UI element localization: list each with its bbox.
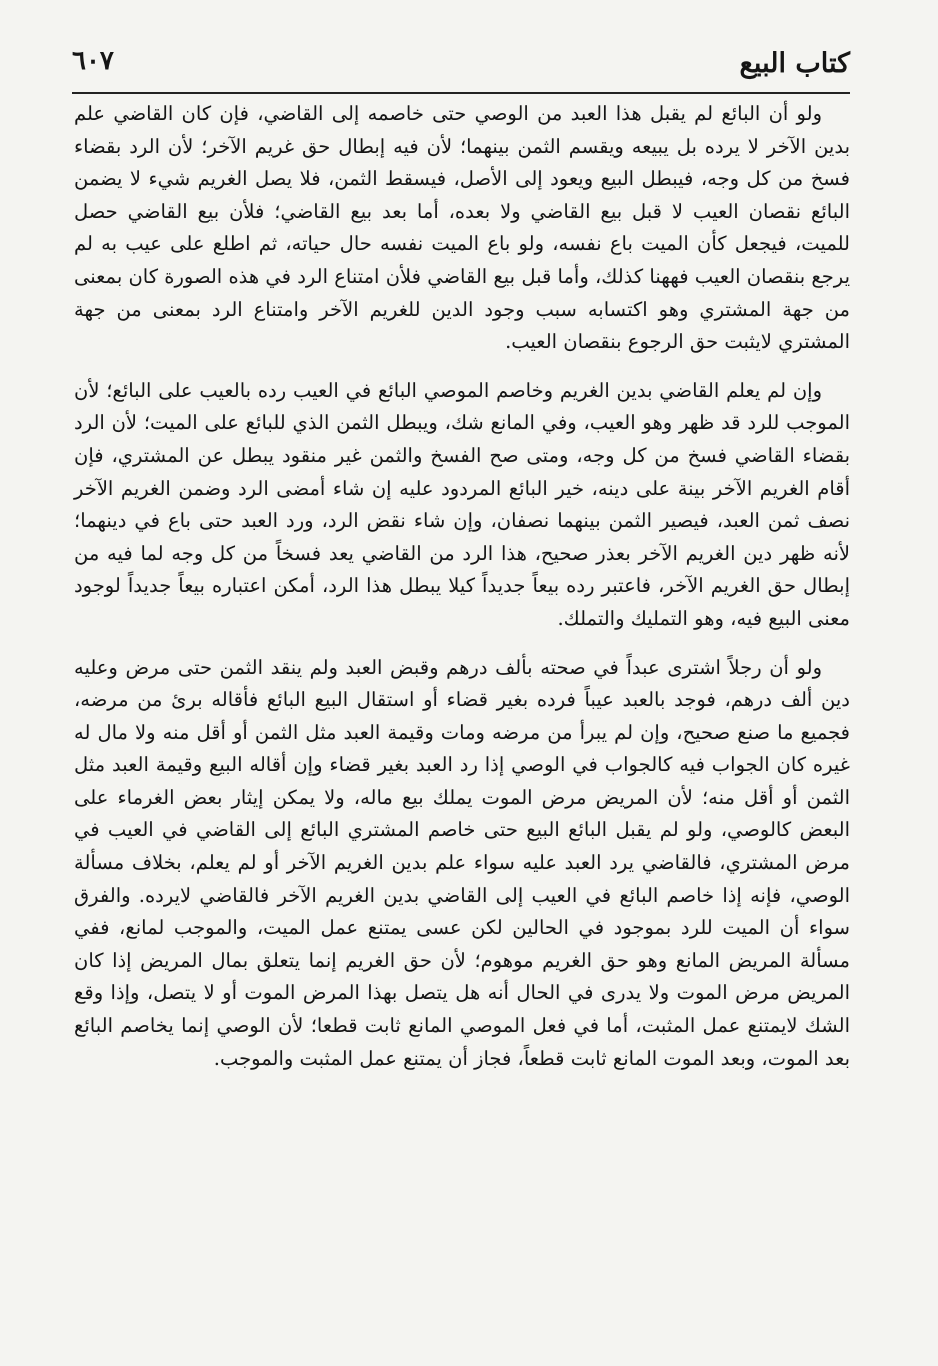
paragraph-2: وإن لم يعلم القاضي بدين الغريم وخاصم الموصي البائع في العيب رده بالعيب على البائع؛ لأن الموجب للرد قد ظهر وهو العيب، وفي المانع شك، ويبطل الثمن الذي للبائع على الميت؛ لأن الرد بقضاء القاضي فسخ من كل وجه، ومتى صح الفسخ والثمن غير منقود يبطل عن المشتري، فإن أقام الغريم الآخر بينة على دينه، خير البائع المردود عليه إن شاء أمضى الرد وضمن الغريم الآخر نصف ثمن العبد، فيصير الثمن بينهما نصفان، وإن شاء نقض الرد، ورد العبد حتى باع في دينهما؛ لأنه ظهر دين الغريم الآخر بعذر صحيح، هذا الرد من القاضي يعد فسخاً من كل وجه لما فيه من إبطال حق الغريم الآخر، فاعتبر رده بيعاً جديداً كيلا يبطل هذا الرد، أمكن اعتباره بيعاً جديداً لوجود معنى البيع فيه، وهو التمليك والتملك.	[74, 378, 850, 630]
page-number: ٦٠٧	[72, 46, 114, 76]
page-header	[72, 40, 850, 94]
chapter-title: كتاب البيع	[739, 48, 850, 79]
paragraph-1: ولو أن البائع لم يقبل هذا العبد من الوصي حتى خاصمه إلى القاضي، فإن كان القاضي علم بدين الآخر لا يرده بل يبيعه ويقسم الثمن بينهما؛ لأن فيه إبطال حق غريم الآخر؛ لأن الرد بقضاء فسخ من كل وجه، فيبطل البيع ويعود إلى الأصل، فيسقط الثمن، فلا يصل الغريم شيء لا يضمن البائع نقصان العيب لا قبل بيع القاضي ولا بعده، أما بعد بيع القاضي؛ فلأن بيع القاضي حصل للميت، فيجعل كأن الميت باع نفسه، ولو باع الميت نفسه حال حياته، ثم اطلع على عيب به لم يرجع بنقصان العيب فههنا كذلك، وأما قبل بيع القاضي فلأن امتناع الرد في هذه الصورة كان بمعنى من جهة المشتري وهو اكتسابه سبب وجود الدين للغريم الآخر وامتناع الرد بمعنى من جهة المشتري لايثبت حق الرجوع بنقصان العيب.	[74, 102, 850, 354]
body-text	[74, 98, 850, 1091]
paragraph-3: ولو أن رجلاً اشترى عبداً في صحته بألف درهم وقبض العبد ولم ينقد الثمن حتى مرض وعليه دين ألف درهم، فوجد بالعبد عيباً فرده بغير قضاء أو استقال البيع البائع فأقاله برئ من مرضه، فجميع ما صنع صحيح، وإن لم يبرأ من مرضه ومات وقيمة العبد مثل الثمن أو أقل منه ولا مال له غيره كان الجواب فيه كالجواب في الوصي إذا رد العبد بغير قضاء وإن أقاله البيع وقيمة العبد مثل الثمن أو أقل منه؛ لأن المريض مرض الموت يملك بيع ماله، ولا يمكن إيثار بعض الغرماء على البعض كالوصي، ولو لم يقبل البائع البيع حتى خاصم المشتري البائع إلى القاضي في العيب في مرض المشتري، فالقاضي يرد العبد عليه سواء علم بدين الغريم الآخر أو لم يعلم، بخلاف مسألة الوصي، فإنه إذا خاصم البائع في العيب إلى القاضي بدين الغريم الآخر فالقاضي لايرده. والفرق سواء أن الميت للرد بموجود في الحالين لكن عسى يمتنع عمل الميت، والموجب لمانع، ففي مسألة المريض المانع وهو حق الغريم موهوم؛ لأن حق الغريم إنما يتعلق بمال المريض إذا كان المريض مرض الموت ولا يدرى في الحال أنه هل يتصل بهذا المرض الموت أو لا يتصل، وإذا وقع الشك لايمتنع عمل المثبت، أما في فعل الموصي المانع ثابت قطعا؛ لأن الوصي إنما يخاصم البائع بعد الموت، وبعد الموت المانع ثابت قطعاً، فجاز أن يمتنع عمل المثبت والموجب.	[74, 655, 850, 1070]
